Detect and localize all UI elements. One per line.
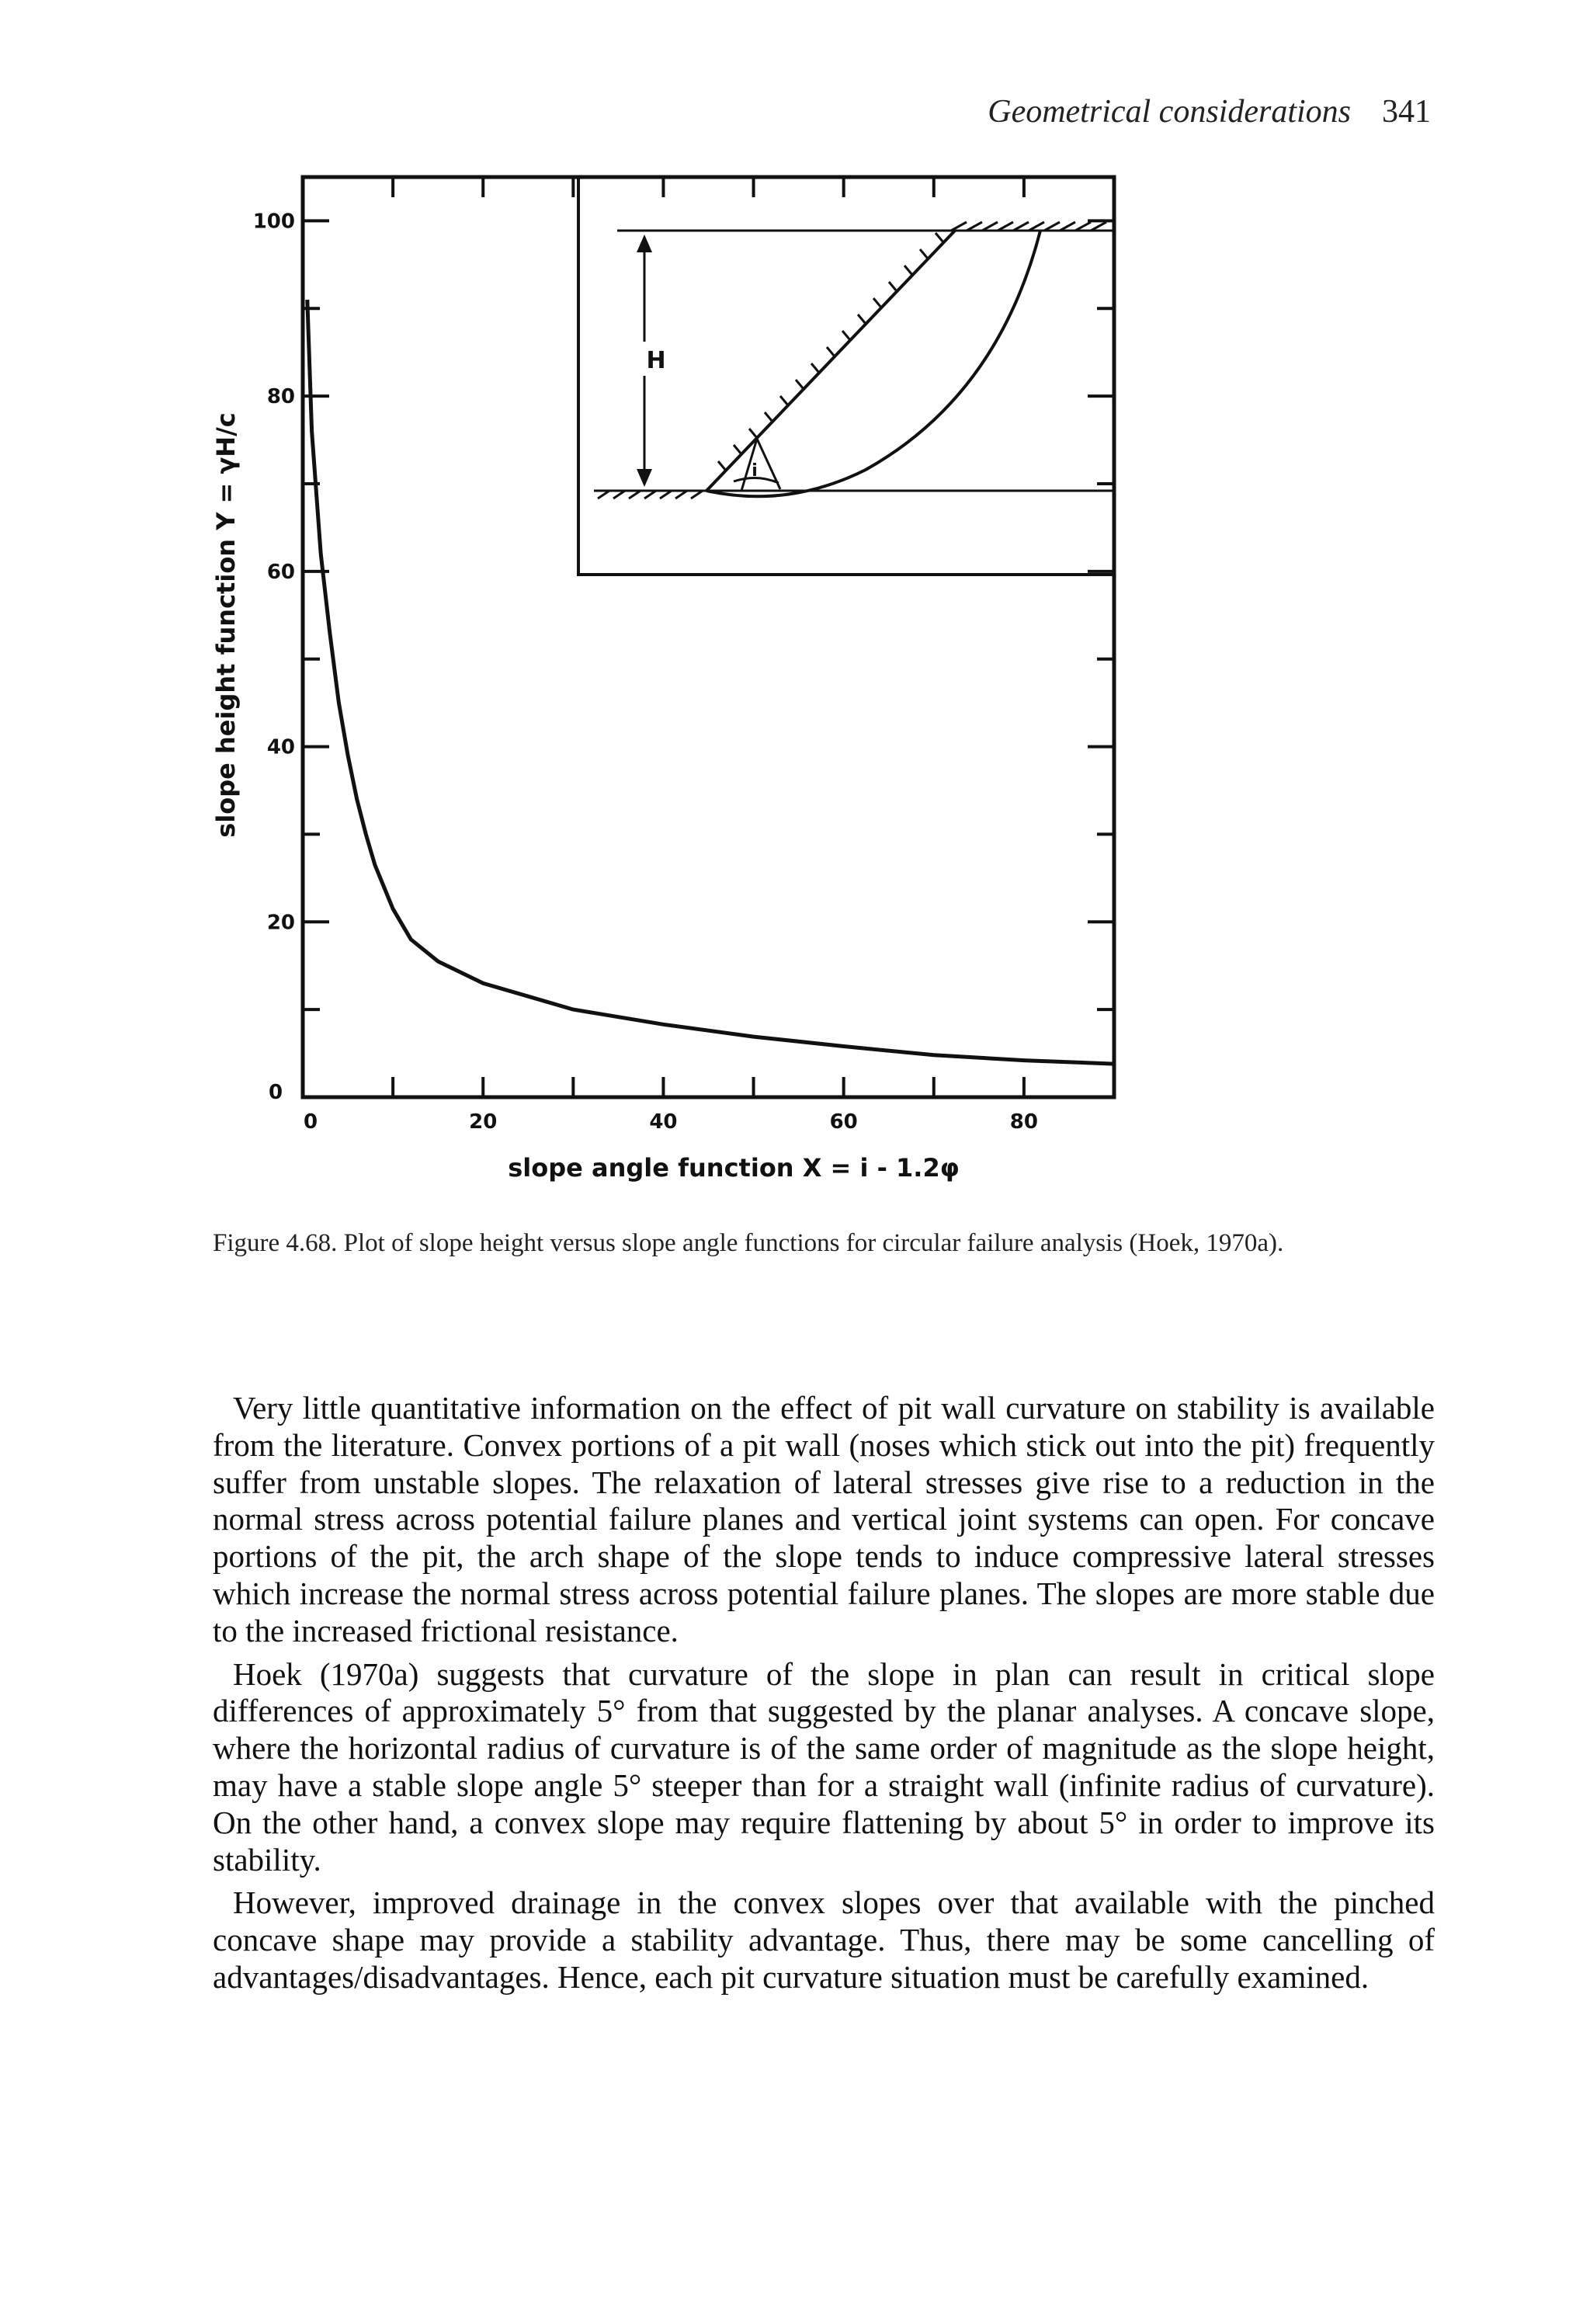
- height-label: H: [646, 347, 666, 374]
- paragraph: Hoek (1970a) suggests that curvature of the slope in plan can result in critical slope differences of approximately 5° from that suggested by the planar analyses. A concave slope, where the horizontal radius of curvature is of the same order of magnitude as the slope height, may have a stable slope angle 5° steeper than for a straight wall (infinite radius of curvature). On the other hand, a convex slope may require flattening by about 5° in order to improve its stability.: [213, 1655, 1435, 1878]
- critical-slope-curve: [307, 300, 1114, 1064]
- crest-hatching: [951, 222, 1106, 231]
- y-tick-label: 20: [266, 911, 295, 935]
- failure-circle: [706, 231, 1040, 496]
- running-title: Geometrical considerations: [988, 94, 1351, 130]
- plot-frame: [303, 177, 1114, 1097]
- x-tick-label: 40: [649, 1110, 678, 1134]
- x-axis-label: slope angle function X = i - 1.2φ: [508, 1153, 960, 1183]
- y-axis-label: slope height function Y = γH/c: [211, 412, 241, 838]
- tick-marks: [303, 177, 1114, 1097]
- paragraph: However, improved drainage in the convex slopes over that available with the pinched concave shape may provide a stability advantage. Thus, there may be some cancelling of advantages/disadvantages. Hence, each pit curvature situation must be carefully examined.: [213, 1885, 1435, 1995]
- inset-diagram: [578, 177, 1114, 575]
- slope-face: [706, 231, 955, 491]
- y-tick-label: 60: [266, 560, 295, 584]
- x-tick-label: 0: [303, 1110, 318, 1134]
- height-arrow-top: [637, 234, 652, 252]
- body-text: [213, 1390, 1435, 2003]
- figure-caption: Figure 4.68. Plot of slope height versus slope angle functions for circular failure analysis (Hoek, 1970a).: [213, 1229, 1284, 1257]
- y-tick-label: 40: [266, 735, 295, 759]
- page-number: 341: [1382, 94, 1431, 130]
- paragraph: Very little quantitative information on the effect of pit wall curvature on stability is available from the literature. Convex portions of a pit wall (noses which stick out into the pit) frequently suffer from unstable slopes. The relaxation of lateral stresses give rise to a reduction in the normal stress across potential failure planes and vertical joint systems can open. For concave portions of the pit, the arch shape of the slope tends to induce compressive lateral stresses which increase the normal stress across potential failure planes. The slopes are more stable due to the increased frictional resistance.: [213, 1390, 1435, 1648]
- x-tick-label: 60: [829, 1110, 858, 1134]
- figure-chart: [198, 163, 1161, 1204]
- y-tick-label: 100: [252, 210, 295, 234]
- y-tick-label: 80: [266, 385, 295, 409]
- slope-face-hatching: [718, 233, 943, 471]
- y-tick-labels: [253, 210, 295, 934]
- y-origin-label: 0: [268, 1081, 283, 1104]
- x-tick-labels: [304, 1110, 1038, 1134]
- x-tick-label: 80: [1009, 1110, 1038, 1134]
- height-arrow-bottom: [637, 469, 652, 487]
- x-tick-label: 20: [469, 1110, 498, 1134]
- running-header: [988, 93, 1431, 130]
- angle-label: i: [752, 461, 758, 481]
